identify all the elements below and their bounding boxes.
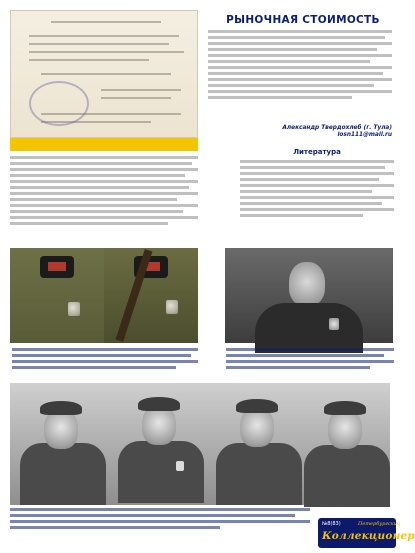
literature-list (240, 160, 394, 220)
officer-figure (114, 383, 206, 505)
group-photo (10, 383, 390, 505)
magazine-name: Коллекционер (322, 530, 415, 542)
officer-figure (302, 383, 390, 505)
certificate-photo (10, 10, 198, 138)
literature-heading: Литература (293, 148, 341, 156)
artillery-badge-icon (329, 318, 339, 330)
author-credit (236, 125, 392, 139)
uniform-jacket (10, 248, 104, 343)
artillery-badge-icon (166, 300, 178, 314)
uniform-jacket (104, 248, 198, 343)
article-body-left (10, 156, 198, 228)
officer-figure (212, 383, 304, 505)
author-name: Александр Твердохлеб (г. Тула) (282, 125, 392, 131)
magazine-subtitle: Петербургский (358, 521, 401, 527)
artillery-badge-icon (68, 302, 80, 316)
magazine-logo (318, 518, 415, 548)
ink-stamp (29, 81, 89, 126)
group-photo-caption (10, 508, 310, 532)
article-title: РЫНОЧНАЯ СТОИМОСТЬ (226, 14, 380, 26)
issue-number: №8(83) (322, 521, 341, 527)
uniform-caption (12, 348, 198, 372)
portrait-caption (226, 348, 394, 372)
officer-figure (16, 383, 108, 505)
uniform-photos (10, 248, 198, 343)
author-email: losn111@mail.ru (337, 132, 392, 138)
article-body-right (208, 30, 392, 102)
certificate-caption-band (10, 138, 198, 151)
portrait-photo (225, 248, 393, 343)
